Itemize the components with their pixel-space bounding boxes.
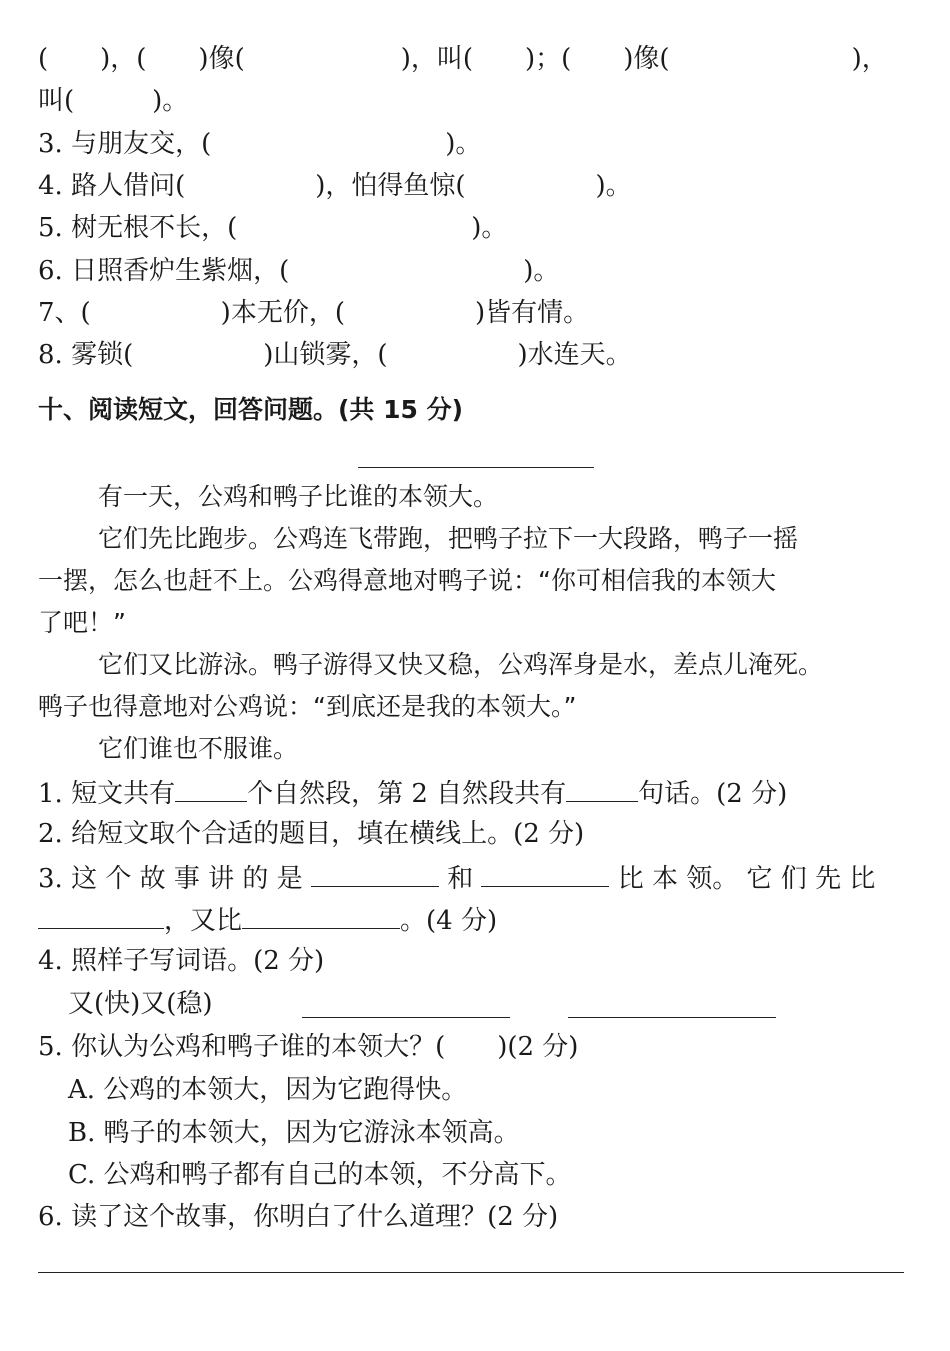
- question-1-part-c: 句话。(2 分): [638, 779, 788, 809]
- story-paragraph-3-line-2: 鸭子也得意地对公鸡说：“到底还是我的本领大。”: [38, 692, 577, 721]
- answer-blank-first-contest[interactable]: [38, 902, 164, 929]
- question-3-line-2: [38, 902, 497, 938]
- question-1: [38, 775, 787, 811]
- story-paragraph-2-line-2: 一摆，怎么也赶不上。公鸡得意地对鸭子说：“你可相信我的本领大: [38, 566, 776, 595]
- question-3-part-d: ，又比: [164, 906, 243, 936]
- fill-question-6: 6. 日照香炉生紫烟，( )。: [38, 256, 560, 286]
- question-1-part-b: 个自然段，第 2 自然段共有: [247, 779, 567, 809]
- question-5-option-b[interactable]: B. 鸭子的本领大，因为它游泳本领高。: [68, 1118, 520, 1148]
- story-paragraph-1: 有一天，公鸡和鸭子比谁的本领大。: [98, 482, 499, 511]
- question-5-option-c[interactable]: C. 公鸡和鸭子都有自己的本领，不分高下。: [68, 1160, 572, 1190]
- answer-blank-word-2[interactable]: [568, 1017, 776, 1018]
- story-paragraph-2-line-1: 它们先比跑步。公鸡连飞带跑，把鸭子拉下一大段路，鸭子一摇: [98, 524, 799, 553]
- fill-question-7: 7、( )本无价，( )皆有情。: [38, 298, 590, 328]
- question-5: 5. 你认为公鸡和鸭子谁的本领大？( )(2 分): [38, 1032, 579, 1062]
- story-paragraph-2-line-3: 了吧！”: [38, 608, 126, 637]
- story-title-blank[interactable]: [358, 467, 594, 468]
- story-paragraph-4: 它们谁也不服谁。: [98, 734, 299, 763]
- question-3-part-a: 3. 这 个 故 事 讲 的 是: [38, 864, 303, 894]
- story-paragraph-3-line-1: 它们又比游泳。鸭子游得又快又稳，公鸡浑身是水，差点儿淹死。: [98, 650, 824, 679]
- answer-blank-character-1[interactable]: [311, 860, 439, 887]
- question-6: 6. 读了这个故事，你明白了什么道理？(2 分): [38, 1202, 559, 1232]
- fill-question-5: 5. 树无根不长，( )。: [38, 213, 508, 243]
- question-3-part-c: 比 本 领。 它 们 先 比: [617, 864, 876, 894]
- answer-blank-paragraph-count[interactable]: [175, 775, 247, 802]
- question-3-part-b: 和: [447, 864, 474, 894]
- answer-blank-second-contest[interactable]: [242, 902, 400, 929]
- answer-blank-word-1[interactable]: [302, 1017, 510, 1018]
- question-1-part-a: 1. 短文共有: [38, 779, 176, 809]
- answer-line-question-6[interactable]: [38, 1272, 904, 1273]
- question-4: 4. 照样子写词语。(2 分): [38, 946, 325, 976]
- poem-line-1a: ( )，( )像( )，叫( )；( )像( )，: [38, 44, 888, 74]
- question-4-example: 又(快)又(稳): [68, 989, 213, 1019]
- poem-line-1b: 叫( )。: [38, 86, 189, 116]
- answer-blank-character-2[interactable]: [481, 860, 609, 887]
- question-2: 2. 给短文取个合适的题目，填在横线上。(2 分): [38, 819, 585, 849]
- fill-question-8: 8. 雾锁( )山锁雾，( )水连天。: [38, 340, 632, 370]
- fill-question-4: 4. 路人借问( )，怕得鱼惊( )。: [38, 171, 632, 201]
- answer-blank-sentence-count[interactable]: [566, 775, 638, 802]
- section-title: 十、阅读短文，回答问题。(共 15 分): [38, 395, 464, 424]
- fill-question-3: 3. 与朋友交，( )。: [38, 129, 482, 159]
- question-5-option-a[interactable]: A. 公鸡的本领大，因为它跑得快。: [68, 1075, 468, 1105]
- question-3-part-e: 。(4 分): [400, 906, 498, 936]
- question-3-line-1: [38, 860, 875, 896]
